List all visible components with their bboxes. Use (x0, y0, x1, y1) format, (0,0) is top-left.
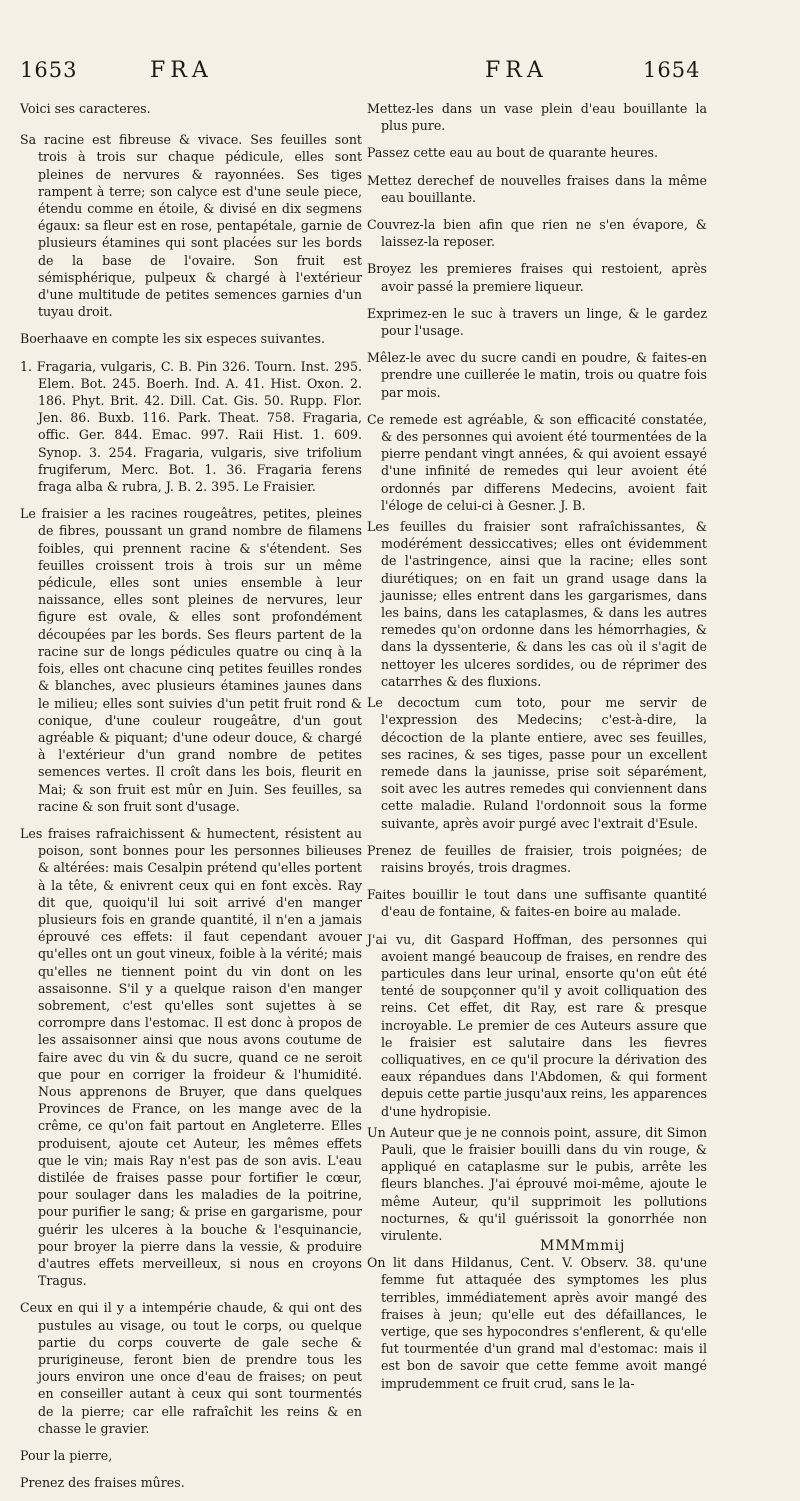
paragraph-characters: Sa racine est fibreuse & vivace. Ses feuilles sont trois à trois sur chaque pédicule, elles sont pleines de nervures & rayonnées. Ses tiges rampent à terre; son calyce est d'une seule piece, étendu comme en étoile, & divisé en dix segmens égaux: sa fleur est en rose, pentapétale, garnie de plusieurs étamines qui sont placées sur les bords de la base de l'ovaire. Son fruit est sémisphérique, pulpeux & chargé à l'extérieur d'une multitude de petites semences garnies d'un tuyau droit. (20, 132, 362, 320)
recipe-step-4: Couvrez-la bien afin que rien ne s'en évapore, & laissez-la reposer. (367, 217, 707, 250)
paragraph-prenez-feuilles: Prenez de feuilles de fraisier, trois poignées; de raisins broyés, trois dragmes. (367, 842, 707, 875)
paragraph-species-heading: Boerhaave en compte les six especes suivantes. (20, 331, 325, 347)
right-running-title: FRA (485, 58, 548, 83)
paragraph-remede-agreable: Ce remede est agréable, & son efficacité constatée, & des personnes qui avoient été tourmentées de la pierre pendant vingt années, & qui avoient essayé d'une infinité de remedes qui leur avoient été ordonnés par differens Medecins, avoient fait l'éloge de celui-ci à Gesner. J. B. (367, 411, 707, 513)
paragraph-species-1: 1. Fragaria, vulgaris, C. B. Pin 326. Tourn. Inst. 295. Elem. Bot. 245. Boerh. Ind. A. 41. Hist. Oxon. 2. 186. Phyt. Brit. 42. Dill. Cat. Gis. 50. Rupp. Flor. Jen. 86. Buxb. 116. Park. Theat. 758. Fragaria, offic. Ger. 844. Emac. 997. Raii Hist. 1. 609. Synop. 3. 254. Fragaria, vulgaris, sive trifolium frugiferum, Merc. Bot. 1. 36. Fragaria ferens fraga alba & rubra, J. B. 2. 395. Le Fraisier. (20, 358, 362, 495)
signature-mark: MMMmmij (540, 1238, 626, 1254)
recipe-step-1: Mettez-les dans un vase plein d'eau bouillante la plus pure. (367, 101, 707, 134)
recipe-step-6: Exprimez-en le suc à travers un linge, & le gardez pour l'usage. (367, 305, 707, 339)
paragraph-faites-bouillir: Faites bouillir le tout dans une suffisante quantité d'eau de fontaine, & faites-en boire au malade. (367, 887, 707, 920)
paragraph-fraises-virtues: Les fraises rafraichissent & humectent, résistent au poison, sont bonnes pour les personnes bilieuses & altérées: mais Cesalpin prétend qu'elles portent à la tête, & enivrent ceux qui en font excès. Ray dit que, quoiqu'il lui soit arrivé d'en manger plusieurs fois en grande quantité, il n'en a jamais éprouvé ces effets: il faut cependant avouer qu'elles ont un gout vineux, foible à la vérité; mais qu'elles ne tiennent point du vin dont on les assaisonne. S'il y a quelque raison d'en manger sobrement, c'est qu'elles sont sujettes à se corrompre dans l'estomac. Il est donc à propos de les assaisonner ainsi que nous avons coutume de faire avec du vin & du sucre, quand ce ne seroit que pour en corriger la froideur & l'humidité. Nous apprenons de Bruyer, que dans quelques Provinces de France, on les mange avec de la crême, ce qu'on fait partout en Angleterre. Elles produisent, ajoute cet Auteur, les mêmes effets que le vin; mais Ray n'est pas de son avis. L'eau distilée de fraises passe pour fortifier le cœur, pour soulager dans les maladies de la poitrine, pour purifier le sang; & prise en gargarisme, pour guérir les ulceres à la bouche & l'esquinancie, pour broyer la pierre dans la vessie, & produire d'autres effets merveilleux, si nous en croyons Tragus. (20, 825, 362, 1289)
left-page-number: 1653 (20, 58, 78, 82)
paragraph-hildanus: On lit dans Hildanus, Cent. V. Observ. 38. qu'une femme fut attaquée des symptomes les plus terribles, immédiatement après avoir mangé des fraises à jeun; qu'elle eut des défaillances, le vertige, que ses hypocondres s'enflerent, & qu'elle fut tourmentée d'un grand mal d'estomac: mais il est bon de savoir que cette femme avoit mangé imprudemment ce fruit crud, sans le la- (367, 1255, 707, 1391)
recipe-step-7: Mêlez-le avec du sucre candi en poudre, & faites-en prendre une cuillerée le matin, trois ou quatre fois par mois. (367, 350, 707, 400)
paragraph-intro: Voici ses caracteres. (20, 101, 151, 116)
recipe-step-2: Passez cette eau au bout de quarante heures. (367, 145, 659, 161)
paragraph-feuilles-fraisier: Les feuilles du fraisier sont rafraîchissantes, & modérément dessiccatives; elles ont évidemment de l'astringence, ainsi que la racine; elles sont diurétiques; on en fait un grand usage dans la jaunisse; elles entrent dans les gargarismes, dans les bains, dans les cataplasmes, & dans les autres remedes qu'on ordonne dans les hémorrhagies, & dans la dyssenterie, & dans les cas où il s'agit de nettoyer les ulceres sordides, ou de réprimer des catarrhes & des fluxions. (367, 519, 707, 689)
paragraph-hoffman: J'ai vu, dit Gaspard Hoffman, des personnes qui avoient mangé beaucoup de fraises, en rendre des particules dans leur urinal, ensorte qu'on eût été tenté de soupçonner qu'il y avoit colliquation des reins. Cet effet, dit Ray, est rare & presque incroyable. Le premier de ces Auteurs assure que le fraisier est salutaire dans les fievres colliquatives, en ce qu'il procure la dérivation des eaux répandues dans l'Abdomen, & qui forment depuis cette partie jusqu'aux reins, les apparences d'une hydropisie. (367, 931, 707, 1119)
paragraph-simon-pauli: Un Auteur que je ne connois point, assure, dit Simon Pauli, que le fraisier bouilli dans du vin rouge, & appliqué en cataplasme sur le pubis, arrête les fleurs blanches. J'ai éprouvé moi-même, ajoute le même Auteur, qu'il supprimoit les pollutions nocturnes, & qu'il guérissoit la gonorrhée non virulente. (367, 1124, 707, 1243)
paragraph-decoctum: Le decoctum cum toto, pour me servir de l'expression des Medecins; c'est-à-dire, la décoction de la plante entiere, avec ses feuilles, ses racines, & ses tiges, passe pour un excellent remede dans la jaunisse, prise soit séparément, soit avec les autres remedes qui conviennent dans cette maladie. Ruland l'ordonnoit sous la forme suivante, après avoir purgé avec l'extrait d'Esule. (367, 695, 707, 831)
recipe-step-3: Mettez derechef de nouvelles fraises dans la même eau bouillante. (367, 172, 707, 205)
recipe-step-5: Broyez les premieres fraises qui restoient, après avoir passé la premiere liqueur. (367, 261, 707, 294)
left-running-title: FRA (150, 58, 213, 83)
paragraph-intemperie: Ceux en qui il y a intempérie chaude, & qui ont des pustules au visage, ou tout le corps, ou quelque partie du corps couverte de gale seche & prurigineuse, feront bien de prendre tous les jours environ une once d'eau de fraises; on peut en conseiller autant à ceux qui sont tourmentés de la pierre; car elle rafraîchit les reins & en chasse le gravier. (20, 1300, 362, 1436)
paragraph-prenez-fraises: Prenez des fraises mûres. (20, 1475, 185, 1491)
right-page-number: 1654 (643, 58, 701, 82)
paragraph-fraisier-description: Le fraisier a les racines rougeâtres, petites, pleines de fibres, poussant un grand nombre de filamens foibles, qui prennent racine & s'étendent. Ses feuilles croissent trois à trois sur un même pédicule, elles sont unies ensemble à leur naissance, elles sont pleines de nervures, leur figure est ovale, & elles sont profondément découpées par les bords. Ses fleurs partent de la racine sur de longs pédicules quatre ou cinq à la fois, elles ont chacune cinq petites feuilles rondes & blanches, avec plusieurs étamines jaunes dans le milieu; elles sont suivies d'un petit fruit rond & conique, d'une couleur rougeâtre, d'un gout agréable & piquant; d'une odeur douce, & chargé à l'extérieur d'un grand nombre de petites semences vertes. Il croît dans les bois, fleurit en Mai; & son fruit est mûr en Juin. Ses feuilles, sa racine & son fruit sont d'usage. (20, 506, 362, 814)
left-column (20, 100, 362, 1501)
paragraph-pour-la-pierre: Pour la pierre, (20, 1448, 113, 1464)
right-column (367, 100, 707, 1402)
